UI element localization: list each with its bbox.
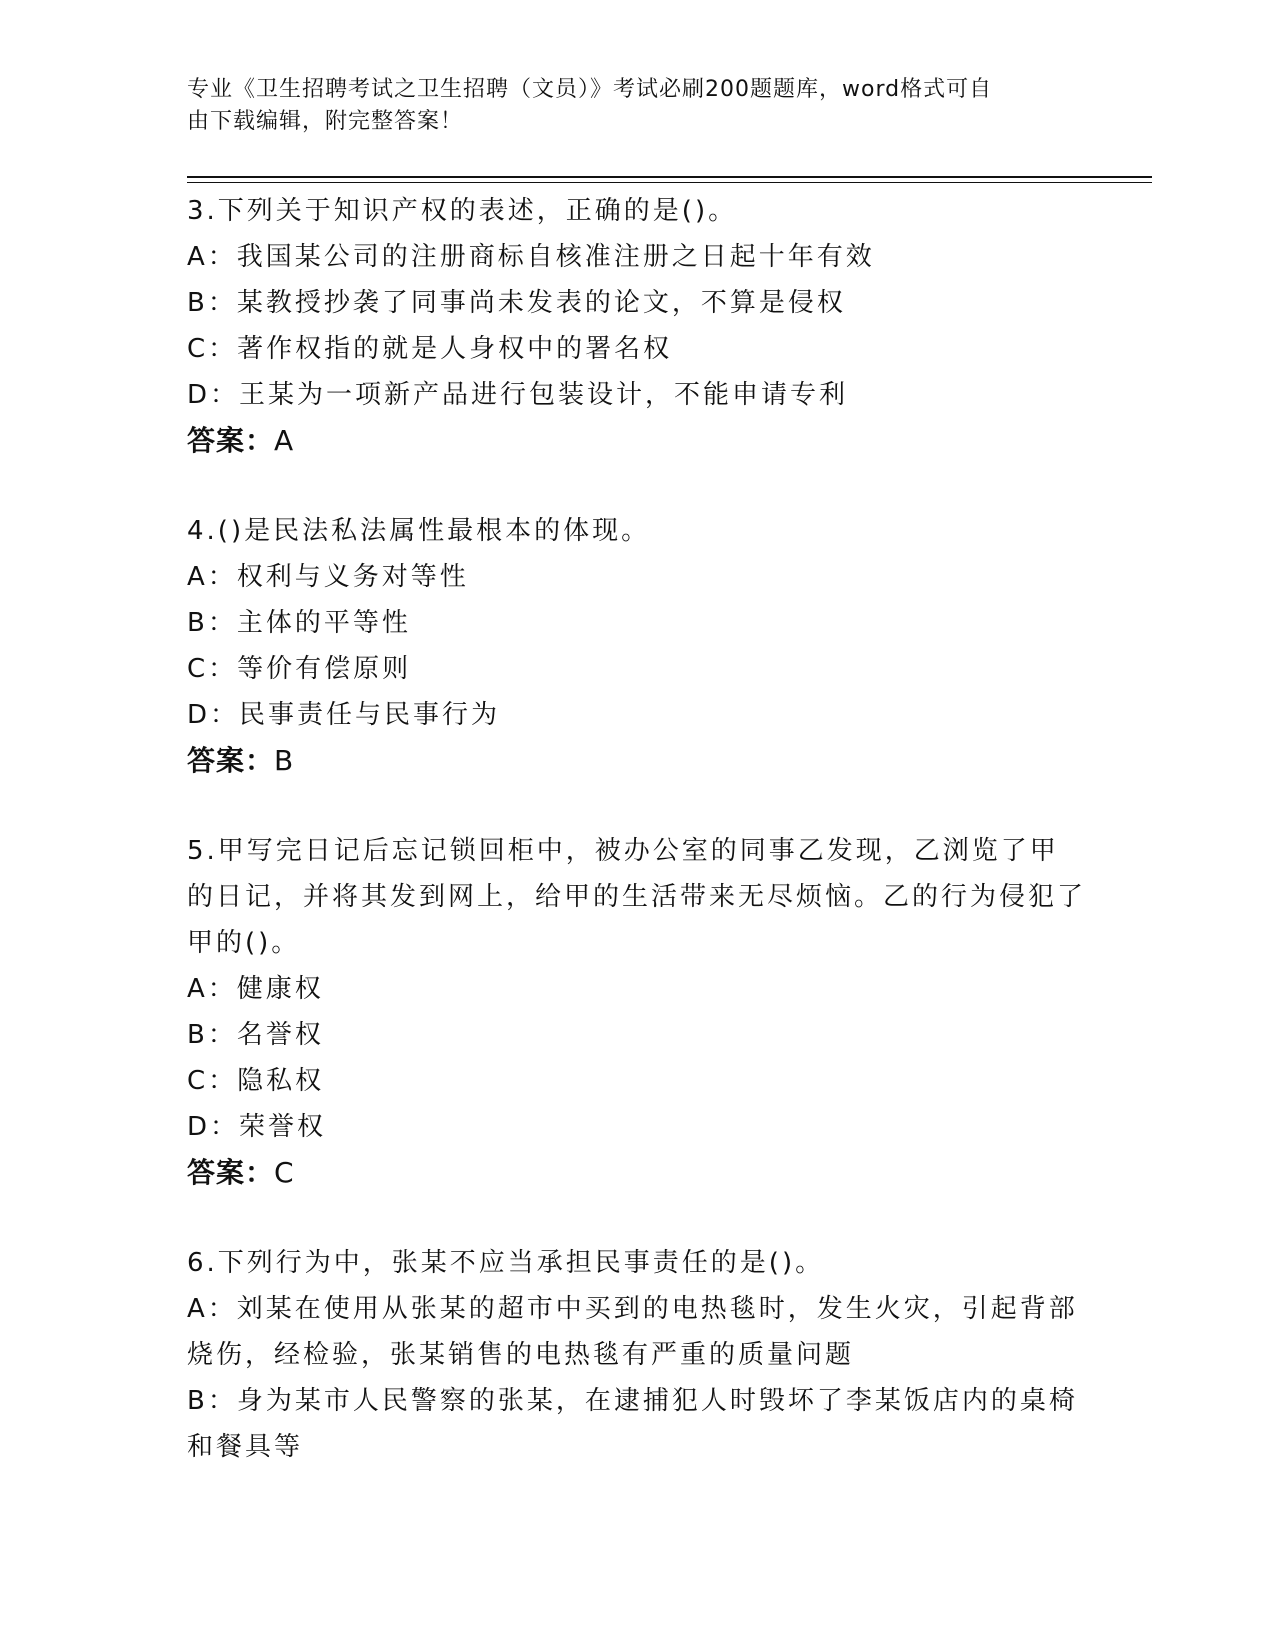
question-stem: 4.()是民法私法属性最根本的体现。 (187, 516, 651, 546)
question-option-b: B：身为某市人民警察的张某，在逮捕犯人时毁坏了李某饭店内的桌椅和餐具等 (187, 1386, 1078, 1462)
question-option-d: D：王某为一项新产品进行包装设计，不能申请专利 (187, 380, 849, 410)
question-list (187, 188, 1087, 1514)
question-option-d: D：民事责任与民事行为 (187, 700, 501, 730)
question-option-a: A：健康权 (187, 974, 324, 1004)
question-stem: 6.下列行为中，张某不应当承担民事责任的是()。 (187, 1248, 825, 1278)
answer-label: 答案： (187, 744, 275, 777)
answer-label: 答案： (187, 1156, 275, 1189)
answer-line (187, 738, 1087, 784)
question-stem: 5.甲写完日记后忘记锁回柜中，被办公室的同事乙发现，乙浏览了甲的日记，并将其发到网上，给甲的生活带来无尽烦恼。乙的行为侵犯了甲的()。 (187, 836, 1087, 958)
question-option-a: A：刘某在使用从张某的超市中买到的电热毯时，发生火灾，引起背部烧伤，经检验，张某销售的电热毯有严重的质量问题 (187, 1294, 1078, 1370)
document-header (187, 74, 1067, 138)
header-line-2: 由下载编辑，附完整答案！ (187, 109, 464, 134)
question-option-d: D：荣誉权 (187, 1112, 327, 1142)
question-stem: 3.下列关于知识产权的表述，正确的是()。 (187, 196, 738, 226)
question-option-c: C：等价有偿原则 (187, 654, 412, 684)
question-option-c: C：隐私权 (187, 1066, 325, 1096)
answer-label: 答案： (187, 424, 275, 457)
question-option-b: B：某教授抄袭了同事尚未发表的论文，不算是侵权 (187, 288, 846, 318)
question-item (187, 828, 1087, 1196)
question-item (187, 508, 1087, 784)
header-divider-thick (187, 176, 1152, 178)
question-option-b: B：主体的平等性 (187, 608, 411, 638)
answer-line (187, 1150, 1087, 1196)
answer-value: B (274, 744, 295, 777)
question-item (187, 1240, 1087, 1470)
question-option-a: A：我国某公司的注册商标自核准注册之日起十年有效 (187, 242, 875, 272)
question-option-a: A：权利与义务对等性 (187, 562, 469, 592)
answer-value: A (274, 424, 295, 457)
answer-line (187, 418, 1087, 464)
header-divider-thin (187, 182, 1152, 183)
header-line-1: 专业《卫生招聘考试之卫生招聘（文员）》考试必刷200题题库，word格式可自 (187, 77, 993, 102)
answer-value: C (274, 1156, 295, 1189)
question-option-c: C：著作权指的就是人身权中的署名权 (187, 334, 673, 364)
question-option-b: B：名誉权 (187, 1020, 324, 1050)
question-item (187, 188, 1087, 464)
